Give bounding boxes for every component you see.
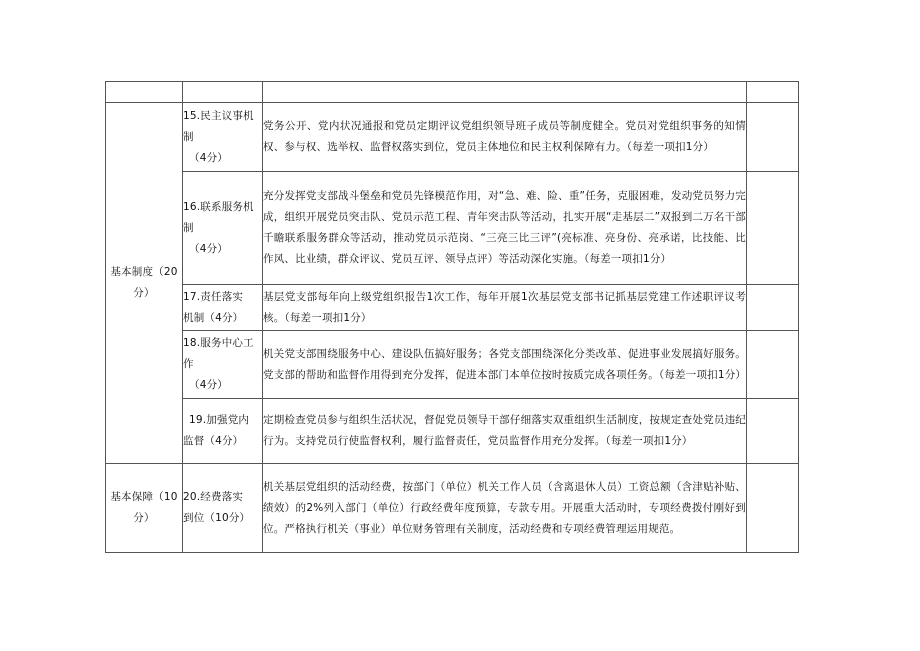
score-cell xyxy=(747,285,799,331)
description-cell: 机关党支部围绕服务中心、建设队伍搞好服务；各党支部围绕深化分类改革、促进事业发展搞好服务。党支部的帮助和监督作用得到充分发挥，促进本部门本单位按时按质完成各项任务。（每差一项扣1分） xyxy=(263,331,747,399)
item-score: （4分） xyxy=(189,242,228,255)
item-score: 到位（10分） xyxy=(183,512,251,524)
table-row xyxy=(106,285,799,331)
table-row xyxy=(106,331,799,399)
evaluation-table xyxy=(105,81,799,553)
item-title: 16.联系服务机制 xyxy=(183,200,254,234)
description-cell: 充分发挥党支部战斗堡垒和党员先锋模范作用，对“急、难、险、重”任务，克服困难，发动党员努力完成，组织开展党员突击队、党员示范工程、青年突击队等活动，扎实开展“走基层二”双报到二万名干部千瞻联系服务群众等活动，推动党员示范岗、“三亮三比三评”(亮标准、亮身份、亮承诺，比技能、比作风、比业绩，群众评议、党员互评、领导点评）等活动深化实施。（每差一项扣1分） xyxy=(263,172,747,285)
category-cell: 基本制度（20分） xyxy=(106,103,183,464)
table-row xyxy=(106,399,799,464)
item-cell xyxy=(183,285,263,331)
item-title: 15.民主议事机制 xyxy=(183,109,254,143)
item-cell xyxy=(183,464,263,553)
description-cell: 基层党支部每年向上级党组织报告1次工作，每年开展1次基层党支部书记抓基层党建工作述职评议考核。（每差一项扣1分） xyxy=(263,285,747,331)
item-title: 18.服务中心工作 xyxy=(183,337,254,370)
item-cell xyxy=(183,172,263,285)
score-cell xyxy=(747,399,799,464)
description-cell: 机关基层党组织的活动经费，按部门（单位）机关工作人员（含离退休人员）工资总额（含津贴补贴、绩效）的2%列入部门（单位）行政经费年度预算，专款专用。开展重大活动时，专项经费拨付刚好到位。严格执行机关（事业）单位财务管理有关制度，活动经费和专项经费管理运用规范。 xyxy=(263,464,747,553)
item-title: 20.经费落实 xyxy=(183,491,244,503)
item-title: 17.责任落实 xyxy=(183,290,244,303)
item-cell xyxy=(183,331,263,399)
table-row xyxy=(106,103,799,172)
item-cell xyxy=(183,103,263,172)
score-cell xyxy=(747,331,799,399)
empty-cell xyxy=(183,82,263,103)
item-score: 机制（4分） xyxy=(183,311,244,324)
table-row xyxy=(106,172,799,285)
score-cell xyxy=(747,464,799,553)
description-cell: 定期检查党员参与组织生活状况，督促党员领导干部仔细落实双重组织生活制度，按规定查处党员违纪行为。支持党员行使监督权利，履行监督责任，党员监督作用充分发挥。（每差一项扣1分） xyxy=(263,399,747,464)
item-cell xyxy=(183,399,263,464)
empty-cell xyxy=(747,82,799,103)
item-title: 19.加强党内 xyxy=(189,414,250,426)
table-row xyxy=(106,464,799,553)
item-score: 监督（4分） xyxy=(183,435,244,447)
empty-cell xyxy=(106,82,183,103)
score-cell xyxy=(747,103,799,172)
description-cell: 党务公开、党内状况通报和党员定期评议党组织领导班子成员等制度健全。党员对党组织事务的知情权、参与权、选举权、监督权落实到位，党员主体地位和民主权利保障有力。（每差一项扣1分） xyxy=(263,103,747,172)
table-top-row xyxy=(106,82,799,103)
item-score: （4分） xyxy=(189,151,228,164)
category-cell: 基本保障（10分） xyxy=(106,464,183,553)
item-score: （4分） xyxy=(189,379,228,391)
score-cell xyxy=(747,172,799,285)
empty-cell xyxy=(263,82,747,103)
